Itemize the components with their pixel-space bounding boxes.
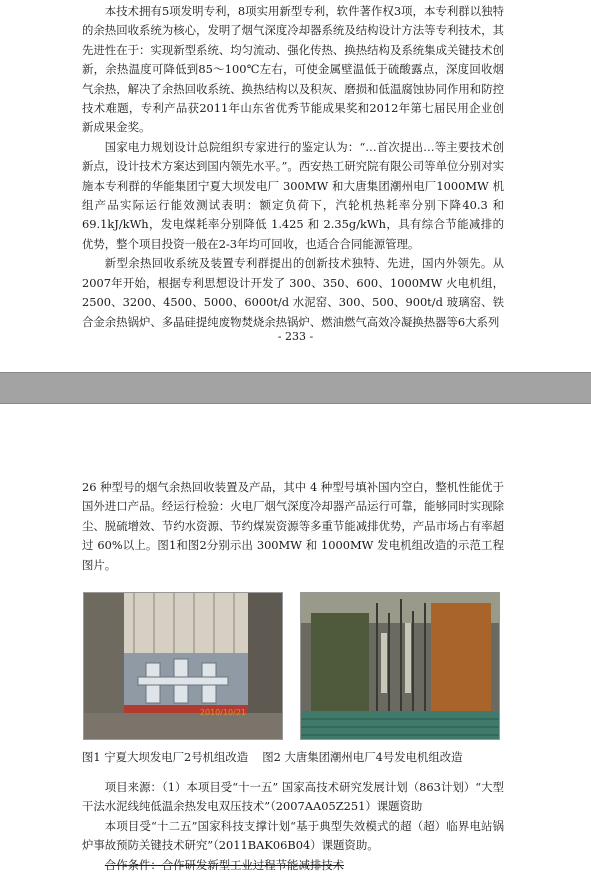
page-gutter <box>0 372 591 404</box>
paragraph-innovation: 新型余热回收系统及装置专利群提出的创新技术独特、先进，国内外领先。从2007年开始，根据专利思想设计开发了 300、350、600、1000MW 火电机组，2500、3200、4500、5000、6000t/d 水泥窑、300、500、900t/d 玻璃窑、铁合金余热锅炉、多晶硅提纯废物焚烧余热锅炉、燃油燃气高效冷凝换热器等6大系列 <box>82 256 504 329</box>
paragraph-cooperation <box>82 856 504 875</box>
paragraph-appraisal: 国家电力规划设计总院组织专家进行的鉴定认为：“…首次提出…等主要技术创新点，设计技术方案达到国内领先水平。”。西安热工研究院有限公司等单位分别对实施本专利群的华能集团宁夏大坝发电厂 300MW 和大唐集团潮州电厂1000MW 机组产品实际运行能效测试表明：额定负荷下，汽轮机热耗率分别下降40.3 和 69.1kJ/kWh，发电煤耗率分别降低 1.425 和 2.35g/kWh，具有综合节能减排的优势，整个项目投资一般在2-3年均可回收，也适合合同能源管理。 <box>82 139 504 251</box>
document-page-top <box>0 0 591 372</box>
project-source-text <box>82 778 504 875</box>
paragraph-source-2: 本项目受“十二五”国家科技支撑计划“基于典型失效模式的超（超）临界电站锅炉事故预防关键技术研究”（2011BAK06B04）课题资助。 <box>82 818 504 853</box>
paragraph-source-1: 项目来源：（1）本项目受“十一五” 国家高技术研究发展计划（863计划）“大型干法水泥线纯低温余热发电双压技术”（2007AA05Z251）课题资助 <box>82 780 504 814</box>
power-plant-photo-1 <box>84 593 282 739</box>
page-number: - 233 - <box>277 330 314 343</box>
page-top-text <box>82 2 504 332</box>
figure-1-caption: 图1 宁夏大坝发电厂2号机组改造 <box>82 750 249 764</box>
figure-captions <box>82 748 512 767</box>
page-bottom-intro <box>82 478 504 575</box>
power-plant-photo-2 <box>301 593 499 739</box>
paragraph-patents: 本技术拥有5项发明专利，8项实用新型专利，软件著作权3项，本专利群以独特的余热回收系统为核心，发明了烟气深度冷却器系统及结构设计方法等专利技术，其先进性在于：实现新型系统、均匀流动、强化传热、换热结构及系统集成关键技术创新，余热温度可降低到85～100℃左右，可使金属壁温低于硫酸露点，深度回收烟气余热，解决了余热回收系统、换热结构以及积灰、磨损和低温腐蚀协同作用和防控技术难题，专利产品获2011年山东省优秀节能成果奖和2012年第七届民用企业创新成果金奖。 <box>82 4 504 135</box>
figure-2-photo <box>300 592 500 740</box>
figure-2-caption: 图2 大唐集团潮州电厂4号发电机组改造 <box>262 750 463 764</box>
cooperation-text: 合作条件：合作研发新型工业过程节能减排技术 <box>104 857 345 872</box>
paragraph-products: 26 种型号的烟气余热回收装置及产品，其中 4 种型号填补国内空白，整机性能优于国外进口产品。经运行检验：火电厂烟气深度冷却器产品运行可靠，能够同时实现除尘、脱硫增效、节约水资源、节约煤炭资源等多重节能减排优势，产品市场占有率超过 60%以上。图1和图2分别示出 300MW 和 1000MW 发电机组改造的示范工程图片。 <box>82 480 504 572</box>
photo-date-stamp: 2010/10/21 <box>199 708 246 717</box>
figure-1-photo <box>83 592 283 740</box>
